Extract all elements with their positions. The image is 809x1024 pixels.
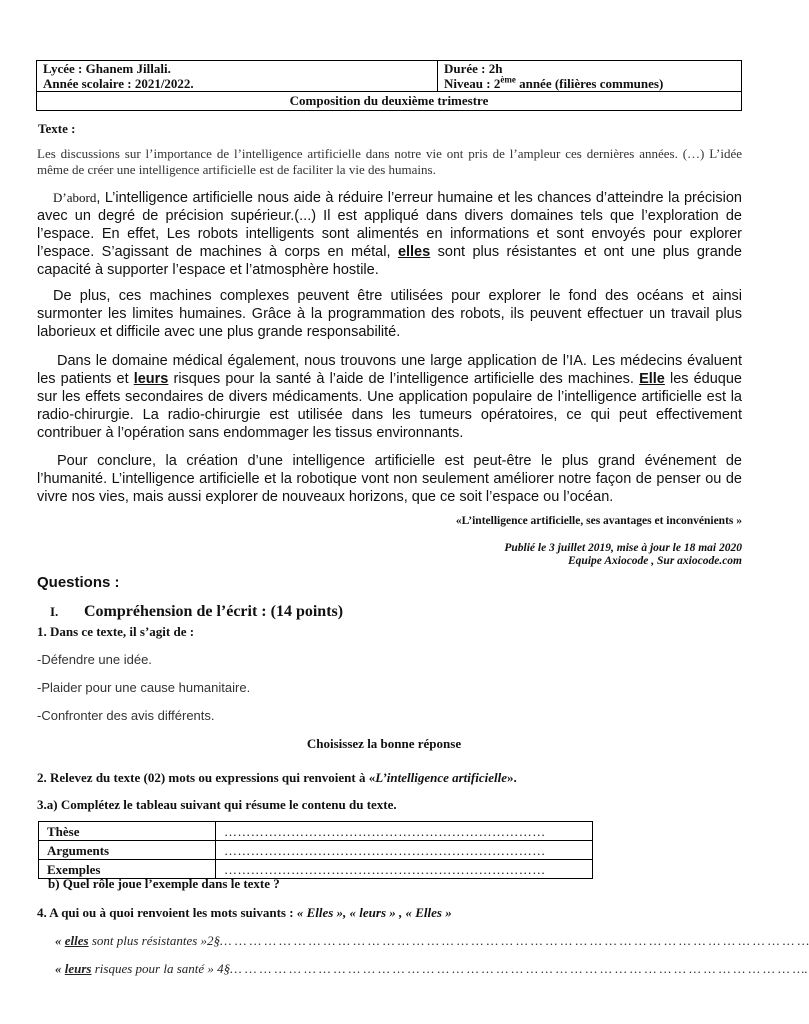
texte-label: Texte : (38, 121, 76, 136)
intro-paragraph: Les discussions sur l’importance de l’intelligence artificielle dans notre vie ont pris de l’ampleur ces dernières années. (…) L’idée même de créer une intelligence artificielle est de faciliter la vie des humains. (37, 146, 742, 177)
school-name: Lycée : Ghanem Jillali. (43, 61, 171, 76)
paragraph-4: Dans le domaine médical également, nous trouvons une large application de l’IA. Les médecins évaluent les patients et leurs risques pour la santé à l’aide de l’intelligence artificielle des machines. Elle les éduque sur les effets secondaires de divers médicaments. Une application populaire de l’intelligence artificielle est la radio-chirurgie. La radio-chirurgie est utilisée dans les tumeurs opératoires, ce qui peut effectivement contribuer à l’opération sans endommager les tissus environnants. (37, 353, 742, 441)
q1-instruction: Choisissez la bonne réponse (306, 736, 462, 751)
q4-answer-line-1[interactable]: « elles sont plus résistantes »2§… … … … … … … … … … … … … … … … … … … … … … … … … … … … … … … … … … … … … … … … (55, 933, 809, 948)
word-elles: elles (397, 244, 431, 260)
summary-table (38, 821, 593, 879)
exam-title: Composition du deuxième trimestre (37, 92, 742, 111)
paragraph-5: Pour conclure, la création d’une intelligence artificielle est peut-être le plus grand événement de l’humanité. L’intelligence artificielle et la robotique vont non seulement améliorer notre façon de penser ou de vivre nos vies, mais aussi explorer de nouveaux horizons, que ce soit l’espace ou l’océan. (37, 453, 742, 505)
table-row (39, 841, 593, 860)
school-info-cell (37, 61, 438, 92)
word-elle: Elle (639, 371, 665, 387)
exam-duration: Durée : 2h (444, 61, 503, 76)
q1-option-1: -Défendre une idée. (37, 652, 152, 667)
table-row (39, 822, 593, 841)
question-4: 4. A qui ou à quoi renvoient les mots suivants : « Elles », « leurs » , « Elles » (37, 905, 452, 920)
table-label-these: Thèse (39, 822, 216, 841)
table-label-arguments: Arguments (39, 841, 216, 860)
question-3a: 3.a) Complétez le tableau suivant qui résume le contenu du texte. (37, 797, 397, 812)
question-1: 1. Dans ce texte, il s’agit de : (37, 624, 195, 639)
source-published: Publié le 3 juillet 2019, mise à jour le 18 mai 2020 (504, 542, 742, 554)
section-1-heading: I. Compréhension de l’écrit : (14 points) (50, 603, 344, 620)
paragraph-3: De plus, ces machines complexes peuvent être utilisées pour explorer le fond des océans et ainsi surmonter les limites humaines. Grâce à la programmation des robots, ils peuvent effectuer un travail plus laborieux et difficile avec une plus grande responsabilité. (37, 288, 742, 340)
q4-answer-line-2[interactable]: « leurs risques pour la santé » 4§… … … … … … … … … … … … … … … … … … … … … … … … … … … … … … … … … … … … … … …. (55, 961, 808, 976)
q1-option-3: -Confronter des avis différents. (37, 708, 215, 723)
table-label-exemples: Exemples (39, 860, 216, 879)
question-2: 2. Relevez du texte (02) mots ou expressions qui renvoient à «L’intelligence artificielle». (37, 770, 517, 785)
questions-heading: Questions : (37, 574, 120, 591)
table-answer-field[interactable]: ……………………………………………………………… (216, 860, 593, 879)
exam-level: Niveau : 2ème année (filières communes) (444, 74, 664, 91)
q1-option-2: -Plaider pour une cause humanitaire. (37, 680, 251, 695)
source-meta (504, 542, 742, 568)
question-3b: b) Quel rôle joue l’exemple dans le texte ? (48, 876, 280, 891)
table-answer-field[interactable]: ……………………………………………………………… (216, 822, 593, 841)
word-leurs: leurs (133, 371, 169, 387)
exam-info-cell (438, 61, 742, 92)
source-title: «L’intelligence artificielle, ses avantages et inconvénients » (455, 515, 742, 527)
table-answer-field[interactable]: ……………………………………………………………… (216, 841, 593, 860)
school-year: Année scolaire : 2021/2022. (43, 76, 194, 91)
paragraph-2: D’abord, L’intelligence artificielle nous aide à réduire l’erreur humaine et les chances d’atteindre la précision avec un degré de précision supérieur.(...) Il est appliqué dans divers domaines tels que l’exploration de l’espace. En effet, Les robots intelligents sont alimentés en informations et sont envoyés pour explorer l’espace. S’agissant de machines à corps en métal, elles sont plus résistantes et ont une plus grande capacité à supporter l’espace et l’atmosphère hostile. (37, 190, 742, 278)
source-author: Equipe Axiocode , Sur axiocode.com (568, 555, 742, 567)
header-table (36, 60, 742, 111)
